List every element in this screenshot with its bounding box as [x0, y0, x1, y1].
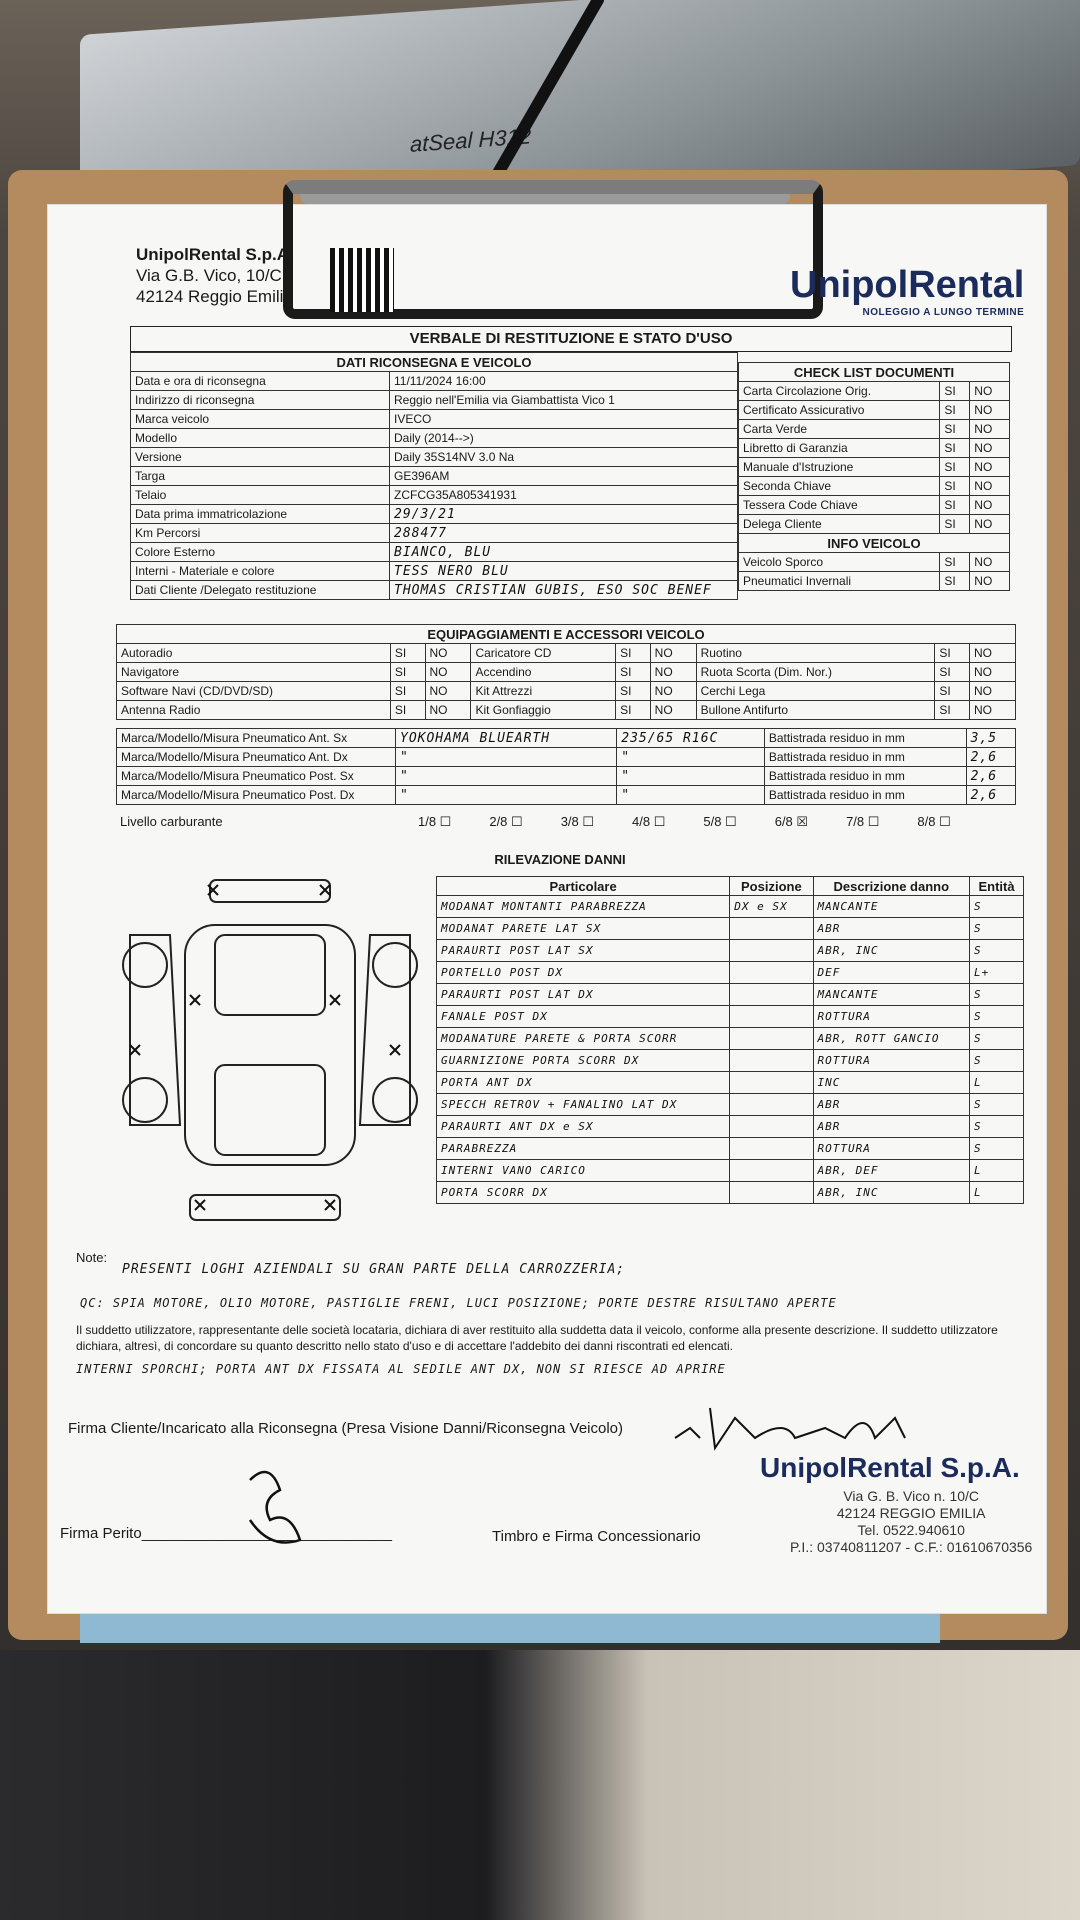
damage-cell: MODANAT MONTANTI PARABREZZA	[437, 896, 730, 918]
company-logo	[790, 264, 1024, 318]
tread-label: Battistrada residuo in mm	[764, 729, 966, 748]
damage-cell	[730, 1050, 813, 1072]
dati-row	[131, 543, 738, 562]
damage-cell: L	[970, 1160, 1024, 1182]
damage-cell: MANCANTE	[813, 984, 970, 1006]
vehicle-diagram	[100, 875, 440, 1235]
dati-value: GE396AM	[390, 467, 738, 486]
equipment-label: Accendino	[471, 663, 616, 682]
dati-value: Daily 35S14NV 3.0 Na	[390, 448, 738, 467]
equipment-si: SI	[616, 701, 651, 720]
company-header	[136, 244, 294, 307]
damage-cell: PORTA SCORR DX	[437, 1182, 730, 1204]
damage-row	[437, 962, 1024, 984]
equipment-si: SI	[935, 663, 970, 682]
equipment-no: NO	[650, 701, 696, 720]
damage-cell: S	[970, 1138, 1024, 1160]
checklist-row	[739, 496, 1010, 515]
damage-row	[437, 1028, 1024, 1050]
damage-cell: S	[970, 1028, 1024, 1050]
dati-row	[131, 372, 738, 391]
tyre-size: "	[617, 748, 765, 767]
damage-cell	[730, 1028, 813, 1050]
damage-cell: S	[970, 918, 1024, 940]
fuel-level-option: 2/8 ☐	[489, 814, 523, 829]
equipment-row	[117, 644, 1016, 663]
fuel-level-option: 1/8 ☐	[418, 814, 452, 829]
tread-label: Battistrada residuo in mm	[764, 748, 966, 767]
damage-cell	[730, 1160, 813, 1182]
damage-row	[437, 1050, 1024, 1072]
dati-value: IVECO	[390, 410, 738, 429]
checklist-si: SI	[940, 458, 970, 477]
dati-row	[131, 448, 738, 467]
equipment-no: NO	[969, 644, 1015, 663]
equipment-no: NO	[650, 644, 696, 663]
dati-label: Data e ora di riconsegna	[131, 372, 390, 391]
damage-cell: GUARNIZIONE PORTA SCORR DX	[437, 1050, 730, 1072]
checklist-label: Carta Circolazione Orig.	[739, 382, 940, 401]
dati-value: 29/3/21	[390, 505, 738, 524]
damage-cell: INC	[813, 1072, 970, 1094]
notes-line3: INTERNI SPORCHI; PORTA ANT DX FISSATA AL SEDILE ANT DX, NON SI RIESCE AD APRIRE	[76, 1362, 726, 1376]
checklist-no: NO	[970, 458, 1010, 477]
damage-cell	[730, 962, 813, 984]
dati-label: Dati Cliente /Delegato restituzione	[131, 581, 390, 600]
client-signature	[670, 1398, 970, 1458]
tyre-model: YOKOHAMA BLUEARTH	[396, 729, 617, 748]
dati-label: Data prima immatricolazione	[131, 505, 390, 524]
damage-column-header: Posizione	[730, 877, 813, 896]
damage-cell: ABR	[813, 1094, 970, 1116]
damage-cell: S	[970, 984, 1024, 1006]
damage-row	[437, 984, 1024, 1006]
dati-label: Versione	[131, 448, 390, 467]
dati-label: Colore Esterno	[131, 543, 390, 562]
dati-row	[131, 410, 738, 429]
stamp-logo: UnipolRental S.p.A.	[760, 1452, 1020, 1483]
dati-label: Telaio	[131, 486, 390, 505]
equipment-no: NO	[969, 682, 1015, 701]
tread-value: 3,5	[966, 729, 1015, 748]
tyre-row	[117, 729, 1016, 748]
fuel-level-option: 3/8 ☐	[560, 814, 595, 829]
dati-heading: DATI RICONSEGNA E VEICOLO	[131, 353, 738, 372]
checklist-table	[738, 362, 1010, 591]
fuel-level-option: 5/8 ☐	[703, 814, 737, 829]
checklist-no: NO	[970, 382, 1010, 401]
damage-cell: S	[970, 1050, 1024, 1072]
damage-cell	[730, 1072, 813, 1094]
checklist-si: SI	[940, 439, 970, 458]
equipment-label: Navigatore	[117, 663, 391, 682]
fuel-level-option: 4/8 ☐	[632, 814, 666, 829]
damage-cell: DEF	[813, 962, 970, 984]
tread-value: 2,6	[966, 748, 1015, 767]
damage-cell	[730, 984, 813, 1006]
damage-cell	[730, 1116, 813, 1138]
equipment-table	[116, 624, 1016, 720]
equipment-label: Antenna Radio	[117, 701, 391, 720]
tread-label: Battistrada residuo in mm	[764, 767, 966, 786]
equipment-label: Ruotino	[696, 644, 935, 663]
damage-row	[437, 1160, 1024, 1182]
tyre-label: Marca/Modello/Misura Pneumatico Ant. Sx	[117, 729, 396, 748]
damage-cell: PORTA ANT DX	[437, 1072, 730, 1094]
dati-label: Interni - Materiale e colore	[131, 562, 390, 581]
checklist-label: Seconda Chiave	[739, 477, 940, 496]
tread-label: Battistrada residuo in mm	[764, 786, 966, 805]
damage-cell: S	[970, 940, 1024, 962]
equipment-si: SI	[935, 701, 970, 720]
damage-cell: ROTTURA	[813, 1006, 970, 1028]
tread-value: 2,6	[966, 767, 1015, 786]
dati-value: 11/11/2024 16:00	[390, 372, 738, 391]
document-title: VERBALE DI RESTITUZIONE E STATO D'USO	[130, 326, 1012, 352]
damage-cell: INTERNI VANO CARICO	[437, 1160, 730, 1182]
equipment-label: Software Navi (CD/DVD/SD)	[117, 682, 391, 701]
damage-cell: PARAURTI POST LAT SX	[437, 940, 730, 962]
dati-value: Reggio nell'Emilia via Giambattista Vico 1	[390, 391, 738, 410]
equipment-label: Kit Attrezzi	[471, 682, 616, 701]
damage-cell: ABR, INC	[813, 940, 970, 962]
company-address1: Via G.B. Vico, 10/C	[136, 266, 282, 285]
damage-cell: ABR	[813, 1116, 970, 1138]
dati-table	[130, 352, 738, 600]
dati-value: BIANCO, BLU	[390, 543, 738, 562]
checklist-label: Certificato Assicurativo	[739, 401, 940, 420]
equipment-row	[117, 682, 1016, 701]
notes-line2: QC: SPIA MOTORE, OLIO MOTORE, PASTIGLIE FRENI, LUCI POSIZIONE; PORTE DESTRE RISULTANO APERTE	[80, 1296, 837, 1310]
checklist-label: Libretto di Garanzia	[739, 439, 940, 458]
equipment-si: SI	[390, 682, 425, 701]
tyre-size: 235/65 R16C	[617, 729, 765, 748]
dati-label: Indirizzo di riconsegna	[131, 391, 390, 410]
damage-heading: RILEVAZIONE DANNI	[494, 852, 626, 867]
checklist-row	[739, 382, 1010, 401]
dati-value: THOMAS CRISTIAN GUBIS, ESO SOC BENEF	[390, 581, 738, 600]
logo-text: UnipolRental	[790, 264, 1025, 306]
equipment-si: SI	[390, 644, 425, 663]
dati-row	[131, 581, 738, 600]
equipment-si: SI	[390, 701, 425, 720]
equipment-si: SI	[616, 644, 651, 663]
checklist-row	[739, 420, 1010, 439]
dati-value: 288477	[390, 524, 738, 543]
damage-cell: FANALE POST DX	[437, 1006, 730, 1028]
equipment-row	[117, 663, 1016, 682]
damage-cell: ABR, INC	[813, 1182, 970, 1204]
company-address2: 42124 Reggio Emilia	[136, 287, 293, 306]
dati-row	[131, 524, 738, 543]
damage-row	[437, 1006, 1024, 1028]
tyre-row	[117, 767, 1016, 786]
damage-cell	[730, 1006, 813, 1028]
damage-row	[437, 940, 1024, 962]
damage-cell: MODANATURE PARETE & PORTA SCORR	[437, 1028, 730, 1050]
tyre-model: "	[396, 748, 617, 767]
checklist-row	[739, 401, 1010, 420]
equipment-no: NO	[425, 701, 471, 720]
equipment-row	[117, 701, 1016, 720]
checklist-si: SI	[940, 420, 970, 439]
checklist-row	[739, 458, 1010, 477]
checklist-row	[739, 515, 1010, 534]
damage-cell	[730, 1182, 813, 1204]
notes-line1: PRESENTI LOGHI AZIENDALI SU GRAN PARTE DELLA CARROZZERIA;	[122, 1262, 626, 1277]
damage-cell: PORTELLO POST DX	[437, 962, 730, 984]
damage-cell	[730, 918, 813, 940]
checklist-si: SI	[940, 401, 970, 420]
info-row	[739, 553, 1010, 572]
checklist-row	[739, 439, 1010, 458]
declaration-text: Il suddetto utilizzatore, rappresentante delle società locataria, dichiara di aver restituito alla suddetta data il veicolo, conforme alla presente descrizione. Il suddetto utilizzatore dichiara, altresì, di concordare su quanto descritto nello stato d'uso e di accettare l'addebito dei danni riscontrati ed elencati.	[76, 1323, 998, 1353]
tyre-size: "	[617, 786, 765, 805]
dati-label: Targa	[131, 467, 390, 486]
equipment-label: Kit Gonfiaggio	[471, 701, 616, 720]
stamp-address: Via G. B. Vico n. 10/C 42124 REGGIO EMILIA Tel. 0522.940610 P.I.: 03740811207 - C.F.: 01610670356	[790, 1488, 1033, 1555]
dati-row	[131, 505, 738, 524]
company-name: UnipolRental S.p.A.	[136, 245, 294, 264]
fuel-label: Livello carburante	[120, 814, 223, 829]
damage-cell: MANCANTE	[813, 896, 970, 918]
damage-row	[437, 1072, 1024, 1094]
checklist-no: NO	[970, 420, 1010, 439]
fuel-level-option: 8/8 ☐	[917, 814, 951, 829]
damage-row	[437, 1182, 1024, 1204]
equipment-si: SI	[935, 644, 970, 663]
dati-label: Km Percorsi	[131, 524, 390, 543]
tyre-model: "	[396, 786, 617, 805]
info-label: Pneumatici Invernali	[739, 572, 940, 591]
equipment-label: Cerchi Lega	[696, 682, 935, 701]
equipment-si: SI	[390, 663, 425, 682]
damage-cell: MODANAT PARETE LAT SX	[437, 918, 730, 940]
equipment-no: NO	[650, 663, 696, 682]
checklist-row	[739, 477, 1010, 496]
damage-column-header: Descrizione danno	[813, 877, 970, 896]
fuel-level	[120, 814, 1020, 830]
damage-cell: SPECCH RETROV + FANALINO LAT DX	[437, 1094, 730, 1116]
damage-row	[437, 918, 1024, 940]
damage-cell: ROTTURA	[813, 1050, 970, 1072]
damage-cell: S	[970, 1006, 1024, 1028]
tyre-model: "	[396, 767, 617, 786]
device-label: atSeal H312	[410, 123, 532, 157]
tyre-size: "	[617, 767, 765, 786]
damage-cell: PARABREZZA	[437, 1138, 730, 1160]
dati-row	[131, 391, 738, 410]
signature-timbro-label: Timbro e Firma Concessionario	[492, 1528, 701, 1545]
checklist-heading: CHECK LIST DOCUMENTI	[739, 363, 1010, 382]
checklist-label: Tessera Code Chiave	[739, 496, 940, 515]
info-label: Veicolo Sporco	[739, 553, 940, 572]
equipment-no: NO	[969, 663, 1015, 682]
logo-sub: NOLEGGIO A LUNGO TERMINE	[862, 307, 1025, 318]
damage-cell: L+	[970, 962, 1024, 984]
info-si: SI	[940, 553, 970, 572]
checklist-si: SI	[940, 496, 970, 515]
damage-cell: ABR	[813, 918, 970, 940]
qr-code	[330, 248, 394, 312]
equipment-si: SI	[935, 682, 970, 701]
damage-row	[437, 1094, 1024, 1116]
dati-value: ZCFCG35A805341931	[390, 486, 738, 505]
floor	[0, 1650, 1080, 1920]
equipment-label: Ruota Scorta (Dim. Nor.)	[696, 663, 935, 682]
checklist-label: Delega Cliente	[739, 515, 940, 534]
equipment-si: SI	[616, 682, 651, 701]
tyre-row	[117, 748, 1016, 767]
tyre-label: Marca/Modello/Misura Pneumatico Post. Sx	[117, 767, 396, 786]
damage-row	[437, 896, 1024, 918]
tyre-row	[117, 786, 1016, 805]
equipment-label: Caricatore CD	[471, 644, 616, 663]
checklist-label: Carta Verde	[739, 420, 940, 439]
damage-row	[437, 1116, 1024, 1138]
equipment-no: NO	[425, 644, 471, 663]
checklist-si: SI	[940, 515, 970, 534]
checklist-si: SI	[940, 477, 970, 496]
info-no: NO	[970, 553, 1010, 572]
dati-row	[131, 562, 738, 581]
equipment-si: SI	[616, 663, 651, 682]
dati-row	[131, 467, 738, 486]
equipment-no: NO	[425, 682, 471, 701]
damage-column-header: Particolare	[437, 877, 730, 896]
damage-cell: DX e SX	[730, 896, 813, 918]
checklist-no: NO	[970, 439, 1010, 458]
damage-cell: PARAURTI ANT DX e SX	[437, 1116, 730, 1138]
damage-cell	[730, 1138, 813, 1160]
tyres-table	[116, 728, 1016, 805]
info-heading: INFO VEICOLO	[739, 534, 1010, 553]
damage-cell: ABR, DEF	[813, 1160, 970, 1182]
dati-row	[131, 486, 738, 505]
damage-column-header: Entità	[970, 877, 1024, 896]
equipment-label: Bullone Antifurto	[696, 701, 935, 720]
dati-value: Daily (2014-->)	[390, 429, 738, 448]
damage-cell: ROTTURA	[813, 1138, 970, 1160]
damage-cell: ABR, ROTT GANCIO	[813, 1028, 970, 1050]
damage-cell	[730, 940, 813, 962]
equipment-no: NO	[650, 682, 696, 701]
equipment-label: Autoradio	[117, 644, 391, 663]
damage-cell: L	[970, 1182, 1024, 1204]
damage-cell: S	[970, 1116, 1024, 1138]
checklist-no: NO	[970, 477, 1010, 496]
info-row	[739, 572, 1010, 591]
dati-row	[131, 429, 738, 448]
info-no: NO	[970, 572, 1010, 591]
dati-label: Modello	[131, 429, 390, 448]
signature-perito-label: Firma Perito______________________________	[60, 1525, 392, 1542]
tyre-label: Marca/Modello/Misura Pneumatico Ant. Dx	[117, 748, 396, 767]
dati-label: Marca veicolo	[131, 410, 390, 429]
fuel-level-option: 7/8 ☐	[846, 814, 880, 829]
damage-table	[436, 876, 1024, 1204]
notes-label: Note:	[76, 1250, 108, 1265]
damage-cell: S	[970, 1094, 1024, 1116]
damage-cell: S	[970, 896, 1024, 918]
damage-cell: L	[970, 1072, 1024, 1094]
signature-cliente-label: Firma Cliente/Incaricato alla Riconsegna (Presa Visione Danni/Riconsegna Veicolo)	[68, 1420, 624, 1437]
damage-row	[437, 1138, 1024, 1160]
checklist-no: NO	[970, 401, 1010, 420]
equipment-no: NO	[969, 701, 1015, 720]
checklist-no: NO	[970, 515, 1010, 534]
damage-cell: PARAURTI POST LAT DX	[437, 984, 730, 1006]
damage-cell	[730, 1094, 813, 1116]
tyre-label: Marca/Modello/Misura Pneumatico Post. Dx	[117, 786, 396, 805]
checklist-label: Manuale d'Istruzione	[739, 458, 940, 477]
checklist-no: NO	[970, 496, 1010, 515]
equipment-heading: EQUIPAGGIAMENTI E ACCESSORI VEICOLO	[117, 625, 1016, 644]
equipment-no: NO	[425, 663, 471, 682]
fuel-level-option: 6/8 ☒	[774, 814, 809, 829]
info-si: SI	[940, 572, 970, 591]
checklist-si: SI	[940, 382, 970, 401]
tread-value: 2,6	[966, 786, 1015, 805]
dati-value: TESS NERO BLU	[390, 562, 738, 581]
